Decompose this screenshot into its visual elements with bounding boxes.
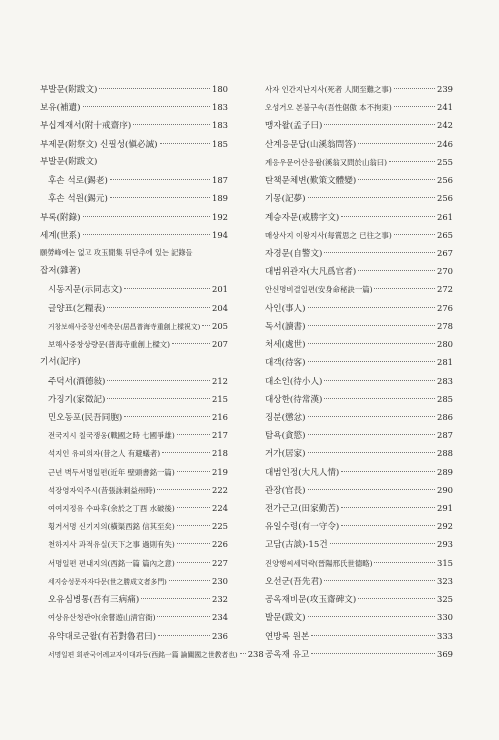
- toc-entry: [265, 535, 453, 553]
- toc-entry: [265, 572, 453, 590]
- dot-leader: [107, 307, 210, 308]
- toc-entry: [40, 280, 228, 298]
- toc-entry-page: 267: [437, 247, 453, 258]
- toc-entry: [40, 135, 228, 153]
- dot-leader: [308, 452, 436, 453]
- toc-entry-title: 가징기(家徵記): [48, 394, 106, 405]
- toc-entry: [265, 171, 453, 189]
- toc-entry: [40, 627, 228, 645]
- toc-entry-page: 287: [437, 430, 453, 441]
- toc-entry-page: 183: [212, 120, 228, 131]
- dot-leader: [124, 288, 210, 289]
- toc-entry: [265, 280, 453, 298]
- toc-entry-page: 234: [212, 612, 228, 623]
- toc-entry-title: 오선군(吾先君): [265, 576, 323, 587]
- toc-entry: [265, 408, 453, 426]
- toc-entry: [40, 390, 228, 408]
- toc-entry-title: 매상사지 이왕지사(每賞思之 已往之事): [265, 230, 392, 240]
- toc-entry: [40, 499, 228, 517]
- dot-leader: [110, 179, 210, 180]
- toc-entry: [40, 481, 228, 499]
- toc-entry-title: 전국지시 칠국쟁웅(戰國之時 七國爭雄): [48, 431, 175, 441]
- toc-entry: [40, 645, 264, 663]
- toc-entry: [40, 98, 228, 116]
- dot-leader: [374, 288, 435, 289]
- toc-entry: [40, 208, 228, 226]
- dot-leader: [172, 343, 210, 344]
- dot-leader: [107, 380, 210, 381]
- dot-leader: [177, 507, 210, 508]
- toc-entry-title: 공옥재비문(攻玉齋碑文): [265, 595, 357, 606]
- dot-leader: [124, 416, 210, 417]
- dot-leader: [394, 106, 435, 107]
- toc-entry-title: 유일수령(有一守令): [265, 522, 340, 533]
- dot-leader: [324, 580, 435, 581]
- toc-entry: [265, 98, 453, 116]
- toc-entry-page: 293: [437, 539, 453, 550]
- toc-entry-title: 대객(待客): [265, 358, 306, 369]
- toc-entry-title: 진양행씨세덕략(晉陽邢氏世德略): [265, 558, 373, 568]
- dot-leader: [83, 216, 211, 217]
- toc-entry: [40, 590, 228, 608]
- toc-entry-page: 255: [437, 156, 453, 167]
- toc-entry: [40, 244, 228, 262]
- toc-entry-title: 대상한(待常漢): [265, 394, 323, 405]
- dot-leader: [158, 635, 210, 636]
- toc-entry: [265, 80, 453, 98]
- dot-leader: [311, 653, 435, 654]
- toc-entry: [265, 390, 453, 408]
- toc-entry-title: 여상유산청관아(余嘗遊山淸官衙): [48, 613, 156, 623]
- dot-leader: [83, 106, 211, 107]
- toc-entry-page: 215: [212, 393, 228, 404]
- toc-entry-page: 227: [212, 557, 228, 568]
- toc-entry: [40, 535, 228, 553]
- toc-left-column: [40, 80, 264, 663]
- toc-entry-page: 183: [212, 102, 228, 113]
- dot-leader: [324, 124, 435, 125]
- dot-leader: [394, 234, 435, 235]
- dot-leader: [308, 616, 436, 617]
- toc-entry-page: 315: [437, 557, 453, 568]
- toc-entry-title: 연방록 원본: [265, 631, 310, 642]
- toc-entry: [40, 262, 228, 280]
- toc-entry-title: 자경문(自警文): [265, 248, 323, 259]
- toc-entry-title: 오성거오 본불구속(吾性倨傲 本不拘束): [265, 103, 392, 113]
- toc-entry-title: 기몽(記夢): [265, 194, 306, 205]
- dot-leader: [177, 543, 210, 544]
- toc-entry: [265, 226, 453, 244]
- toc-entry-page: 291: [437, 503, 453, 514]
- toc-entry-title: 독서(讀書): [265, 321, 306, 332]
- dot-leader: [177, 471, 210, 472]
- toc-entry: [265, 590, 453, 608]
- dot-leader: [308, 197, 436, 198]
- toc-entry-title: 기서(記序): [40, 357, 81, 368]
- dot-leader: [358, 143, 435, 144]
- toc-entry-page: 286: [437, 411, 453, 422]
- toc-entry-title: 시동지문(示同志文): [48, 285, 123, 296]
- toc-entry-title: 사인(事人): [265, 303, 306, 314]
- toc-entry-page: 289: [437, 466, 453, 477]
- toc-entry-title: 부발문(附跋文): [40, 85, 98, 95]
- toc-entry: [40, 408, 228, 426]
- dot-leader: [83, 234, 211, 235]
- dot-leader: [107, 398, 210, 399]
- toc-right-column: [265, 80, 453, 663]
- toc-entry-title: 대범위관자(大凡爲官者): [265, 267, 357, 278]
- dot-leader: [162, 452, 210, 453]
- toc-entry: [40, 372, 228, 390]
- toc-entry-title: 사자 인간지난지사(死者 人間至難之事): [265, 85, 392, 94]
- toc-entry: [265, 244, 453, 262]
- toc-entry: [265, 335, 453, 353]
- toc-entry-page: 224: [212, 503, 228, 514]
- toc-entry-page: 226: [212, 539, 228, 550]
- toc-entry-page: 256: [437, 193, 453, 204]
- toc-entry-page: 330: [437, 612, 453, 623]
- toc-entry: [265, 517, 453, 535]
- toc-entry-title: 맹자왈(孟子曰): [265, 121, 323, 132]
- toc-entry: [265, 627, 453, 645]
- toc-entry: [40, 171, 228, 189]
- toc-entry: [40, 80, 228, 98]
- dot-leader: [341, 471, 435, 472]
- toc-entry: [265, 499, 453, 517]
- toc-entry-title: 보유(補遺): [40, 103, 81, 114]
- dot-leader: [394, 88, 435, 89]
- dot-leader: [177, 434, 210, 435]
- dot-leader: [240, 653, 246, 654]
- toc-entry: [265, 608, 453, 626]
- toc-entry-page: 189: [212, 193, 228, 204]
- toc-entry-title: 민오동포(民吾同胞): [48, 412, 123, 423]
- toc-entry-page: 217: [212, 430, 228, 441]
- toc-entry-title: 안신명비결일편(安身命秘訣一篇): [265, 285, 373, 295]
- toc-entry-title: 대범인정(大凡人情): [265, 467, 340, 478]
- toc-entry-page: 276: [437, 302, 453, 313]
- toc-entry: [40, 299, 228, 317]
- toc-entry-page: 205: [212, 320, 228, 331]
- toc-entry-page: 265: [437, 229, 453, 240]
- dot-leader: [202, 325, 210, 326]
- toc-entry-page: 239: [437, 84, 453, 94]
- toc-entry-title: 근년 벽두서명일편(近年 壁頭書銘一篇): [48, 467, 175, 477]
- toc-entry-page: 218: [212, 448, 228, 459]
- toc-entry-page: 236: [212, 630, 228, 641]
- toc-entry-page: 187: [212, 175, 228, 186]
- toc-entry-page: 280: [437, 339, 453, 350]
- dot-leader: [157, 616, 210, 617]
- toc-entry-page: 180: [212, 84, 228, 94]
- toc-entry: [40, 189, 228, 207]
- dot-leader: [389, 161, 435, 162]
- toc-entry-title: 願勞峰에는 없고 攻玉閒集 뒤단추에 있는 記錄들: [40, 247, 193, 257]
- toc-entry-page: 192: [212, 211, 228, 222]
- toc-entry-title: 탄책문체변(歎策文體變): [265, 176, 357, 187]
- dot-leader: [341, 507, 435, 508]
- toc-entry: [40, 335, 228, 353]
- toc-entry-page: 285: [437, 393, 453, 404]
- toc-entry-page: 201: [212, 284, 228, 295]
- toc-entry-title: 석장영자익주시(昔張詠刺益州時): [48, 485, 156, 495]
- toc-entry: [265, 299, 453, 317]
- toc-entry-page: 278: [437, 320, 453, 331]
- toc-entry-title: 후손 석로(錫老): [48, 176, 108, 187]
- toc-entry-title: 탐욕(貪慾): [265, 431, 306, 442]
- dot-leader: [358, 270, 435, 271]
- toc-entry-title: 고담(古談)-15건: [265, 540, 328, 551]
- toc-entry: [40, 444, 228, 462]
- toc-entry-title: 주덕서(酒德敍): [48, 376, 106, 387]
- toc-entry-title: 계응우문어산응왈(溪翁又問於山翁曰): [265, 157, 388, 167]
- toc-entry-page: 212: [212, 375, 228, 386]
- toc-entry: [40, 226, 228, 244]
- toc-entry-title: 석지인 유피의자(昔之人 有避蟻者): [48, 449, 161, 459]
- dot-leader: [341, 525, 435, 526]
- toc-entry: [265, 262, 453, 280]
- toc-entry-title: 거가(居家): [265, 449, 306, 460]
- toc-entry: [265, 481, 453, 499]
- toc-entry-title: 부발문(附跋文): [40, 156, 98, 167]
- dot-leader: [141, 598, 210, 599]
- toc-entry: [40, 463, 228, 481]
- dot-leader: [341, 216, 435, 217]
- dot-leader: [308, 416, 436, 417]
- toc-entry-page: 246: [437, 138, 453, 149]
- toc-entry-page: 232: [212, 594, 228, 605]
- dot-leader: [160, 143, 210, 144]
- toc-entry-page: 261: [437, 211, 453, 222]
- toc-entry-page: 290: [437, 484, 453, 495]
- toc-entry-title: 부십계재서(附十戒齋序): [40, 121, 132, 132]
- toc-entry-page: 369: [437, 648, 453, 659]
- dot-leader: [324, 398, 435, 399]
- toc-entry: [265, 189, 453, 207]
- toc-entry-title: 발문(跋文): [265, 613, 306, 624]
- dot-leader: [177, 525, 210, 526]
- dot-leader: [374, 562, 435, 563]
- toc-entry: [40, 426, 228, 444]
- toc-entry-title: 세지승성문자자다문(世之勝成文者多門): [48, 577, 167, 586]
- toc-entry-title: 거창보해사중창선예축문(居昌普海寺重創上樑祝文): [48, 322, 201, 331]
- toc-entry-page: 230: [212, 575, 228, 586]
- dot-leader: [324, 252, 435, 253]
- toc-entry-page: 185: [212, 138, 228, 149]
- toc-entry-title: 계승자문(戒勝字文): [265, 212, 340, 223]
- toc-entry-title: 부제문(附祭文) 신필성(愼必誠): [40, 139, 158, 150]
- toc-entry-page: 281: [437, 357, 453, 368]
- toc-entry: [40, 554, 228, 572]
- toc-entry-page: 292: [437, 521, 453, 532]
- dot-leader: [133, 124, 210, 125]
- dot-leader: [330, 543, 435, 544]
- toc-entry-page: 323: [437, 575, 453, 586]
- toc-entry: [265, 317, 453, 335]
- toc-entry-page: 238: [247, 648, 264, 659]
- toc-entry-title: 징분(懲忿): [265, 412, 306, 423]
- toc-entry-page: 222: [212, 484, 228, 495]
- toc-entry: [40, 317, 228, 335]
- toc-entry-title: 관장(官長): [265, 485, 306, 496]
- dot-leader: [99, 88, 210, 89]
- dot-leader: [308, 361, 436, 362]
- toc-entry-page: 283: [437, 375, 453, 386]
- toc-entry: [265, 554, 453, 572]
- dot-leader: [169, 580, 210, 581]
- toc-entry-title: 산계응문답(山溪翁問答): [265, 139, 357, 150]
- toc-entry: [265, 444, 453, 462]
- dot-leader: [308, 343, 436, 344]
- dot-leader: [308, 434, 436, 435]
- toc-entry-title: 여여지정유 수파후(余於之丁酉 水破後): [48, 504, 175, 514]
- toc-entry-page: 204: [212, 302, 228, 313]
- toc-entry-title: 부록(附錄): [40, 212, 81, 223]
- dot-leader: [110, 197, 210, 198]
- toc-entry-title: 처세(處世): [265, 340, 306, 351]
- toc-entry-page: 256: [437, 175, 453, 186]
- toc-entry: [265, 135, 453, 153]
- toc-entry-title: 공옥재 유고: [265, 649, 310, 660]
- toc-entry-title: 후손 석원(錫元): [48, 194, 108, 205]
- toc-entry-title: 서명일편 회관국어례교자이대과등(西銘一篇 論關國之世教者也): [48, 650, 238, 659]
- toc-entry-title: 보해사중창상량문(普海寺重創上樑文): [48, 340, 171, 350]
- toc-entry-page: 270: [437, 266, 453, 277]
- toc-entry-page: 216: [212, 411, 228, 422]
- toc-entry-page: 194: [212, 229, 228, 240]
- toc-entry-title: 오유심병통(吾有三病痛): [48, 595, 140, 606]
- toc-entry: [40, 153, 228, 171]
- toc-entry-title: 유약대로군왈(有若對魯君曰): [48, 631, 157, 642]
- toc-entry-page: 272: [437, 284, 453, 295]
- toc-entry: [265, 116, 453, 134]
- toc-entry: [40, 572, 228, 590]
- toc-entry-title: 대소인(待小人): [265, 376, 323, 387]
- dot-leader: [324, 380, 435, 381]
- dot-leader: [308, 307, 436, 308]
- dot-leader: [157, 489, 210, 490]
- dot-leader: [311, 635, 435, 636]
- toc-entry: [265, 463, 453, 481]
- toc-entry: [265, 153, 453, 171]
- toc-entry: [40, 608, 228, 626]
- toc-entry: [40, 116, 228, 134]
- dot-leader: [177, 562, 210, 563]
- toc-entry: [265, 208, 453, 226]
- toc-entry-page: 225: [212, 521, 228, 532]
- toc-entry-title: 횡거서명 신기지의(橫渠西銘 信其至矣): [48, 522, 175, 532]
- toc-entry: [265, 372, 453, 390]
- toc-entry-title: 전가근고(田家勤苦): [265, 504, 340, 515]
- dot-leader: [358, 598, 435, 599]
- toc-entry-page: 325: [437, 594, 453, 605]
- toc-entry-title: 글양표(乞糧表): [48, 303, 106, 314]
- toc-entry-title: 서명일편 편내지의(西銘一篇 篇內之意): [48, 558, 175, 568]
- toc-entry: [265, 645, 453, 663]
- toc-entry-title: 세계(世系): [40, 230, 81, 241]
- toc-entry-title: 잡저(雜著): [40, 266, 81, 277]
- dot-leader: [308, 325, 436, 326]
- toc-entry-page: 288: [437, 448, 453, 459]
- toc-entry: [40, 517, 228, 535]
- toc-entry-page: 333: [437, 630, 453, 641]
- toc-entry-page: 219: [212, 466, 228, 477]
- toc-entry-page: 207: [212, 339, 228, 350]
- toc-entry: [265, 426, 453, 444]
- dot-leader: [358, 179, 435, 180]
- toc-entry-title: 천하지사 과적유실(天下之事 過則有失): [48, 540, 175, 550]
- toc-entry: [40, 353, 228, 371]
- toc-entry-page: 241: [437, 102, 453, 113]
- toc-entry: [265, 353, 453, 371]
- toc-entry-page: 242: [437, 120, 453, 131]
- dot-leader: [308, 489, 436, 490]
